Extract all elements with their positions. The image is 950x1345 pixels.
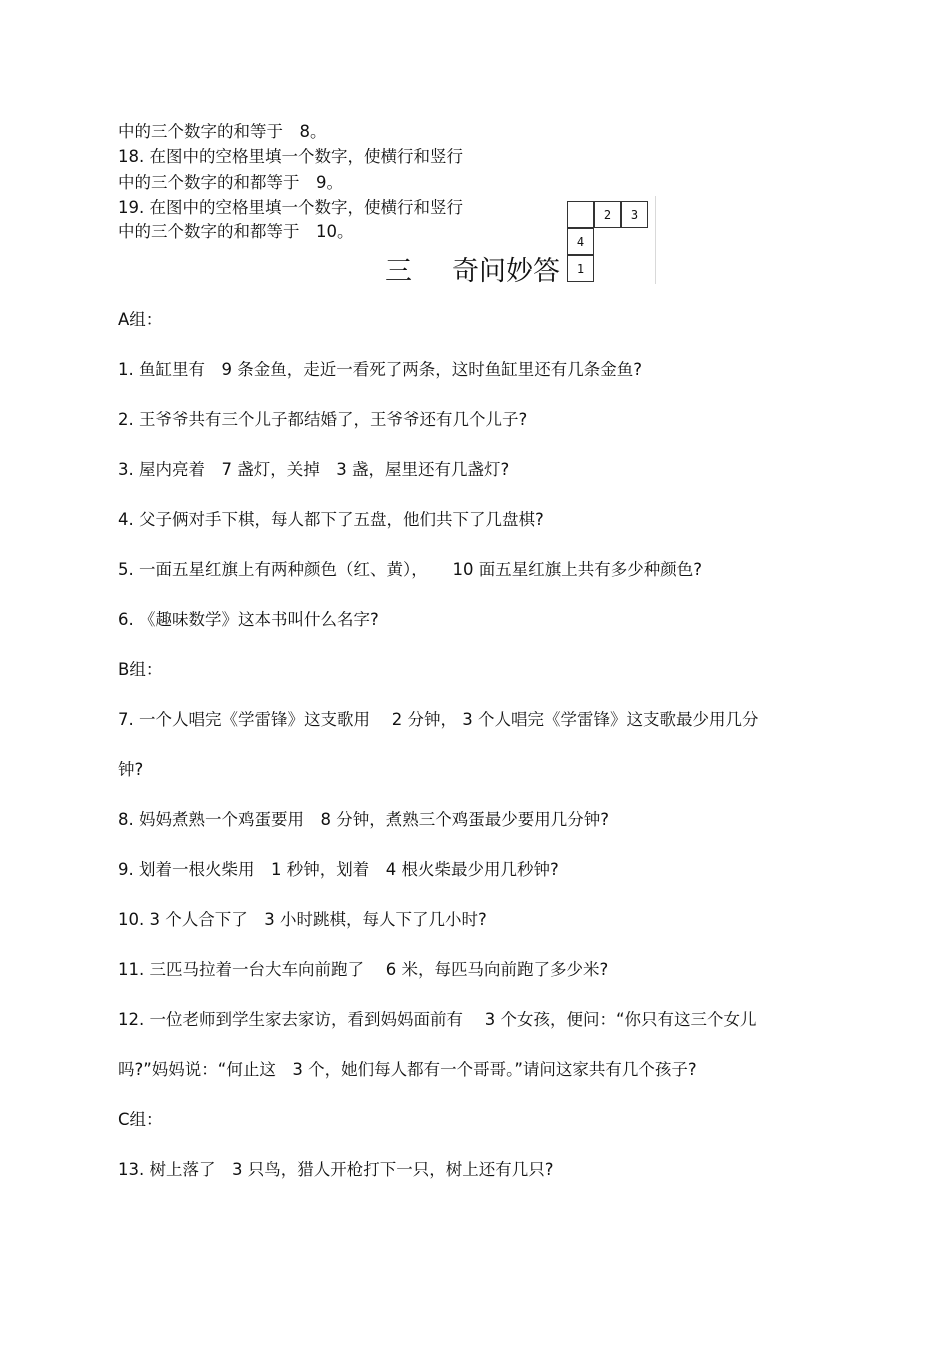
question-12-cont: 吗?”妈妈说：“何止这 3 个，她们每人都有一个哥哥。”请问这家共有几个孩子? <box>118 1060 697 1079</box>
puzzle-grid <box>562 196 656 284</box>
question-5: 5. 一面五星红旗上有两种颜色（红、黄）， 10 面五星红旗上共有多少种颜色? <box>118 560 702 579</box>
group-c-label: C组： <box>118 1110 163 1129</box>
question-13: 13. 树上落了 3 只鸟，猎人开枪打下一只，树上还有几只? <box>118 1160 554 1179</box>
question-7-cont: 钟? <box>118 760 144 779</box>
question-4: 4. 父子俩对手下棋，每人都下了五盘，他们共下了几盘棋? <box>118 510 544 529</box>
top-line-4: 19. 在图中的空格里填一个数字，使横行和竖行 <box>118 198 463 217</box>
question-3: 3. 屋内亮着 7 盏灯，关掉 3 盏，屋里还有几盏灯? <box>118 460 510 479</box>
question-9: 9. 划着一根火柴用 1 秒钟，划着 4 根火柴最少用几秒钟? <box>118 860 559 879</box>
question-10: 10. 3 个人合下了 3 小时跳棋，每人下了几小时? <box>118 910 487 929</box>
puzzle-cell: 1 <box>567 255 594 282</box>
puzzle-cell: 3 <box>621 201 648 228</box>
question-6: 6. 《趣味数学》这本书叫什么名字? <box>118 610 379 629</box>
section-number: 三 <box>385 256 412 287</box>
question-12: 12. 一位老师到学生家去家访，看到妈妈面前有 3 个女孩，便问：“你只有这三个女儿 <box>118 1010 757 1029</box>
top-line-5: 中的三个数字的和都等于 10。 <box>118 222 354 241</box>
top-line-3: 中的三个数字的和都等于 9。 <box>118 173 343 192</box>
question-7: 7. 一个人唱完《学雷锋》这支歌用 2 分钟， 3 个人唱完《学雷锋》这支歌最少用几分 <box>118 710 759 729</box>
puzzle-cell <box>567 201 594 228</box>
question-11: 11. 三匹马拉着一台大车向前跑了 6 米，每匹马向前跑了多少米? <box>118 960 609 979</box>
question-1: 1. 鱼缸里有 9 条金鱼，走近一看死了两条，这时鱼缸里还有几条金鱼? <box>118 360 642 379</box>
group-a-label: A组： <box>118 310 163 329</box>
group-b-label: B组： <box>118 660 163 679</box>
puzzle-cell: 2 <box>594 201 621 228</box>
section-title <box>385 256 560 288</box>
section-name: 奇问妙答 <box>452 256 560 287</box>
top-line-1: 中的三个数字的和等于 8。 <box>118 122 327 141</box>
question-2: 2. 王爷爷共有三个儿子都结婚了，王爷爷还有几个儿子? <box>118 410 528 429</box>
puzzle-cell: 4 <box>567 228 594 255</box>
question-8: 8. 妈妈煮熟一个鸡蛋要用 8 分钟，煮熟三个鸡蛋最少要用几分钟? <box>118 810 609 829</box>
top-line-2: 18. 在图中的空格里填一个数字，使横行和竖行 <box>118 147 463 166</box>
